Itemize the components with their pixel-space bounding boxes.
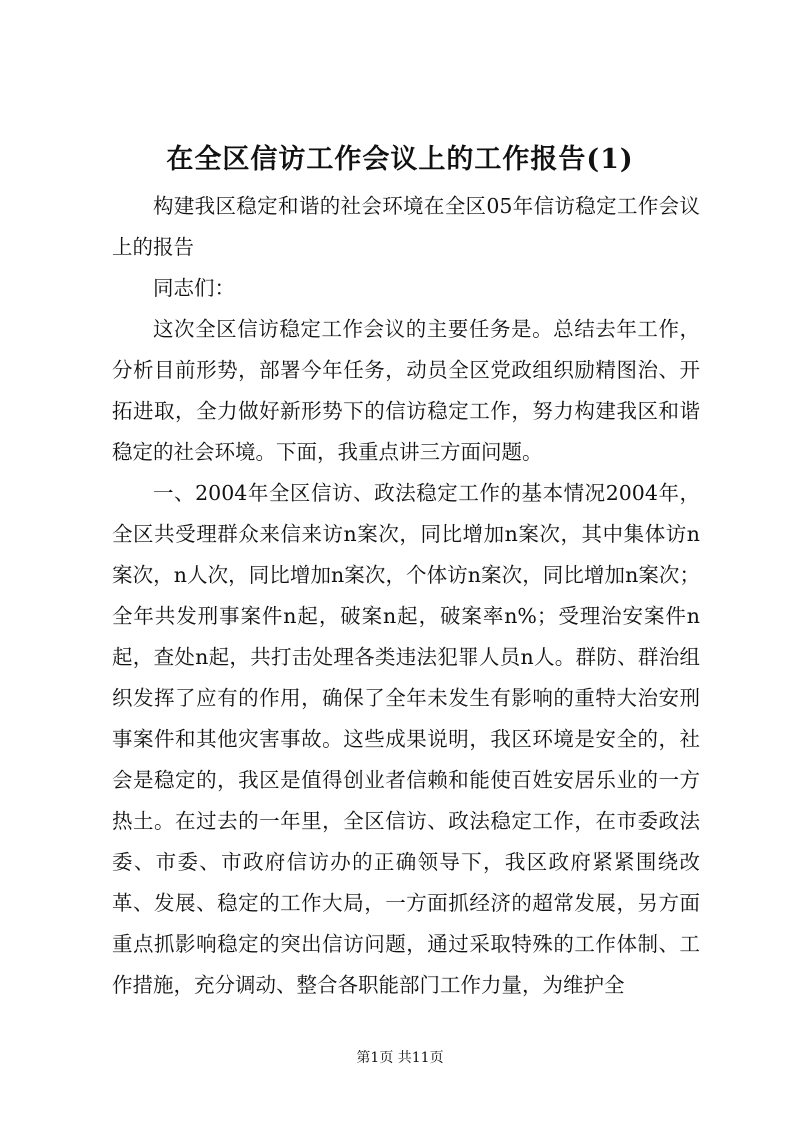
document-title: 在全区信访工作会议上的工作报告(1) — [166, 144, 634, 175]
document-body — [112, 186, 700, 1006]
page-footer: 第1页 共11页 — [356, 1050, 444, 1066]
paragraph-subtitle: 构建我区稳定和谐的社会环境在全区05年信访稳定工作会议上的报告 — [112, 194, 700, 259]
paragraph-section-one: 一、2004年全区信访、政法稳定工作的基本情况2004年，全区共受理群众来信来访n案次，同比增加n案次，其中集体访n案次，n人次，同比增加n案次，个体访n案次，同比增加n案次；全年共发刑事案件n起，破案n起，破案率n%；受理治安案件n起，查处n起，共打击处理各类违法犯罪人员n人。群防、群治组织发挥了应有的作用，确保了全年未发生有影响的重特大治安刑事案件和其他灾害事故。这些成果说明，我区环境是安全的，社会是稳定的，我区是值得创业者信赖和能使百姓安居乐业的一方热土。在过去的一年里，全区信访、政法稳定工作，在市委政法委、市委、市政府信访办的正确领导下，我区政府紧紧围绕改革、发展、稳定的工作大局，一方面抓经济的超常发展，另方面重点抓影响稳定的突出信访问题，通过采取特殊的工作体制、工作措施，充分调动、整合各职能部门工作力量，为维护全 — [112, 481, 700, 997]
paragraph-salutation: 同志们： — [153, 276, 235, 300]
paragraph-intro: 这次全区信访稳定工作会议的主要任务是。总结去年工作，分析目前形势，部署今年任务，动员全区党政组织励精图治、开拓进取，全力做好新形势下的信访稳定工作，努力构建我区和谐稳定的社会环境。下面，我重点讲三方面问题。 — [112, 317, 700, 464]
